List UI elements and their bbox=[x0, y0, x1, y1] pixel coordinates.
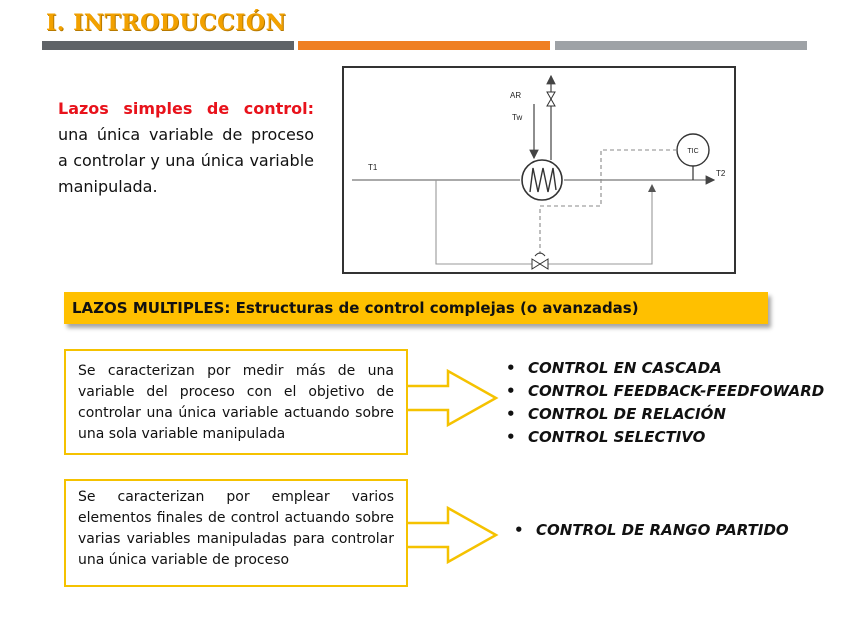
control-types-list bbox=[504, 357, 824, 449]
right-arrow-icon bbox=[406, 505, 502, 565]
control-loop-diagram bbox=[342, 66, 736, 274]
intro-text: una única variable de proceso a controlar y una única variable manipulada. bbox=[58, 125, 314, 196]
intro-paragraph bbox=[58, 96, 314, 200]
description-box-actuate: Se caracterizan por emplear varios elementos finales de control actuando sobre varias variables manipuladas para controlar una única variable de proceso bbox=[64, 479, 408, 587]
heat-exchanger-icon bbox=[522, 160, 562, 200]
description-box-measure: Se caracterizan por medir más de una variable del proceso con el objetivo de controlar una única variable actuando sobre una sola variable manipulada bbox=[64, 349, 408, 455]
list-item: • CONTROL DE RELACIÓN bbox=[506, 405, 726, 423]
list-item: • CONTROL EN CASCADA bbox=[506, 359, 722, 377]
list-item: • CONTROL DE RANGO PARTIDO bbox=[514, 521, 789, 539]
title-underline-dark bbox=[42, 41, 294, 50]
diagram-svg bbox=[344, 68, 734, 272]
section-banner: LAZOS MULTIPLES: Estructuras de control complejas (o avanzadas) bbox=[64, 292, 768, 324]
outlet-valve-icon bbox=[547, 92, 555, 106]
list-item: • CONTROL FEEDBACK-FEEDFOWARD bbox=[506, 382, 825, 400]
label-ar: AR bbox=[510, 91, 522, 100]
label-t2: T2 bbox=[716, 169, 726, 178]
split-range-list bbox=[512, 519, 789, 542]
label-tic: TIC bbox=[687, 148, 699, 155]
bypass-valve-icon bbox=[532, 259, 548, 269]
control-signal-line bbox=[540, 150, 677, 254]
title-underline-orange bbox=[298, 41, 550, 50]
label-tw: Tw bbox=[512, 113, 523, 122]
right-arrow-icon bbox=[406, 368, 502, 428]
slide-title: I. INTRODUCCIÓN bbox=[46, 10, 287, 36]
title-underline-grey bbox=[555, 41, 807, 50]
intro-highlight: Lazos simples de control: bbox=[58, 99, 314, 118]
label-t1: T1 bbox=[368, 163, 378, 172]
list-item: • CONTROL SELECTIVO bbox=[506, 428, 706, 446]
